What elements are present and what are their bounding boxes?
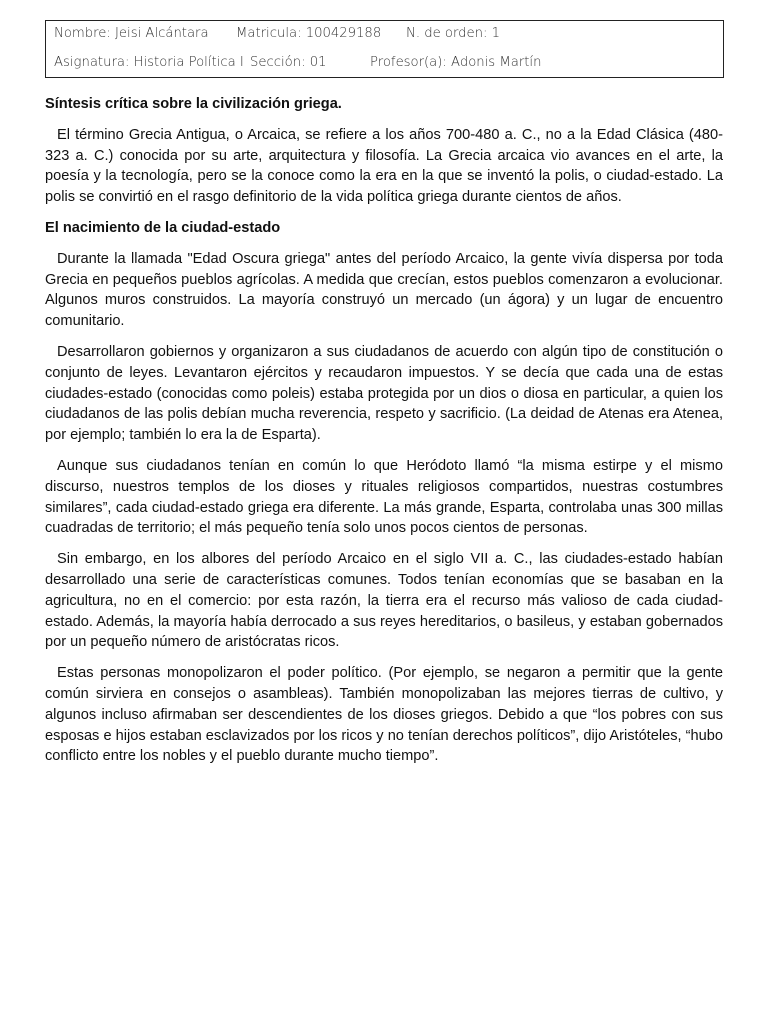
student-info-box (45, 20, 724, 78)
paragraph: Desarrollaron gobiernos y organizaron a sus ciudadanos de acuerdo con algún tipo de constitución o conjunto de leyes. Levantaron ejércitos y recaudaron impuestos. Y se decía que cada una de estas ciudades-estado (conocidas como poleis) estaba protegida por un dios o diosa en particular, a quien los ciudadanos de las polis debían mucha reverencia, respeto y sacrificio. (La deidad de Atenas era Atenea, por ejemplo; también lo era la de Esparta). (45, 343, 723, 444)
student-id: Matricula: 100429188 (236, 26, 382, 41)
student-name: Nombre: Jeisi Alcántara (54, 26, 209, 41)
order-number: N. de orden: 1 (406, 26, 501, 41)
intro-paragraph: El término Grecia Antigua, o Arcaica, se refiere a los años 700-480 a. C., no a la Edad Clásica (480-323 a. C.) conocida por su arte, arquitectura y filosofía. La Grecia arcaica vio avances en el arte, la poesía y la tecnología, pero se la conoce como la era en la que se inventó la polis, o ciudad-estado. La polis se convirtió en el rasgo definitorio de la vida política griega durante cientos de años. (45, 126, 723, 206)
paragraph: Sin embargo, en los albores del período Arcaico en el siglo VII a. C., las ciudades-estado habían desarrollado una serie de características comunes. Todos tenían economías que se basaban en la agricultura, no en el comercio: por esta razón, la tierra era el recurso más valioso de cada ciudad-estado. Además, la mayoría había derrocado a sus reyes hereditarios, o basileus, y estaban gobernados por un pequeño número de aristócratas ricos. (45, 551, 723, 651)
professor: Profesor(a): Adonis Martín (370, 55, 542, 70)
document-title: Síntesis crítica sobre la civilización griega. (45, 96, 342, 112)
section: Sección: 01 (250, 55, 327, 70)
paragraph: Aunque sus ciudadanos tenían en común lo que Heródoto llamó “la misma estirpe y el mismo discurso, nuestros templos de los dioses y rituales religiosos compartidos, nuestras costumbres similares”, cada ciudad-estado griega era diferente. La más grande, Esparta, controlaba unas 300 millas cuadradas de territorio; el más pequeño tenía solo unos pocos cientos de personas. (45, 457, 723, 537)
subject: Asignatura: Historia Política I (54, 55, 244, 70)
paragraph: Durante la llamada "Edad Oscura griega" antes del período Arcaico, la gente vivía dispersa por toda Grecia en pequeños pueblos agrícolas. A medida que crecían, estos pueblos comenzaron a evolucionar. Algunos muros construidos. La mayoría construyó un mercado (un ágora) y un lugar de encuentro comunitario. (45, 250, 723, 330)
document-body (45, 94, 723, 767)
paragraph: Estas personas monopolizaron el poder político. (Por ejemplo, se negaron a permitir que la gente común sirviera en consejos o asambleas). También monopolizaban las mejores tierras de cultivo, y algunos incluso afirmaban ser descendientes de los dioses griegos. Debido a que “los pobres con sus esposas e hijos estaban esclavizados por los ricos y no tenían derechos políticos”, dijo Aristóteles, “hubo conflicto entre los nobles y el pueblo durante mucho tiempo”. (45, 665, 723, 765)
section-title: El nacimiento de la ciudad-estado (45, 219, 281, 236)
